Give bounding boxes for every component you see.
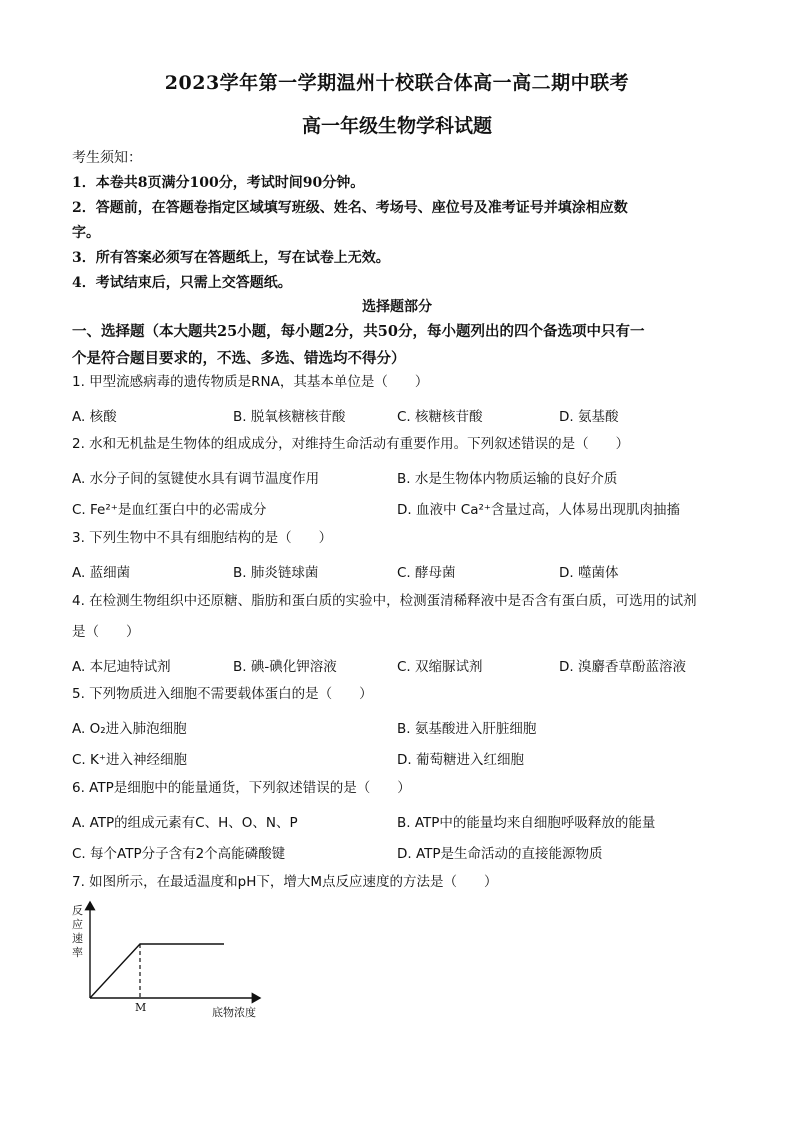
y-label-char-3: 速	[72, 932, 83, 945]
rate-curve	[90, 944, 224, 998]
question-5-stem: 5. 下列物质进入细胞不需要载体蛋白的是（ ）	[72, 686, 373, 702]
notice-heading: 考生须知：	[72, 150, 142, 166]
notice-item-4: 4．考试结束后，只需上交答题纸。	[72, 275, 292, 291]
q5-option-c: C. K⁺进入神经细胞	[72, 752, 187, 768]
q5-option-d: D. 葡萄糖进入红细胞	[397, 752, 524, 768]
y-label-char-4: 率	[72, 946, 83, 959]
q6-option-c: C. 每个ATP分子含有2个高能磷酸键	[72, 846, 286, 862]
q3-option-d: D. 噬菌体	[559, 565, 619, 581]
q3-option-b: B. 肺炎链球菌	[233, 565, 319, 581]
q3-option-c: C. 酵母菌	[397, 565, 456, 581]
q3-option-a: A. 蓝细菌	[72, 565, 131, 581]
question-2-options-row2	[72, 498, 732, 520]
question-2-stem: 2. 水和无机盐是生物体的组成成分，对维持生命活动有重要作用。下列叙述错误的是（ ）	[72, 436, 630, 452]
q5-option-a: A. O₂进入肺泡细胞	[72, 721, 187, 737]
m-point-label: M	[135, 1001, 147, 1014]
x-axis-label: 底物浓度	[212, 1006, 256, 1019]
notice-block	[72, 146, 732, 296]
q2-option-b: B. 水是生物体内物质运输的良好介质	[397, 471, 618, 487]
q4-option-d: D. 溴麝香草酚蓝溶液	[559, 659, 686, 675]
question-4-stem: 4. 在检测生物组织中还原糖、脂肪和蛋白质的实验中，检测蛋清稀释液中是否含有蛋白质，可选用的试剂	[72, 593, 697, 609]
instruction-line-1: 一、选择题（本大题共25小题，每小题2分，共50分，每小题列出的四个备选项中只有一	[72, 323, 645, 340]
y-label-char-1: 反	[72, 904, 83, 917]
section-instruction	[72, 318, 732, 372]
reaction-rate-graph	[70, 898, 280, 1022]
question-3-stem: 3. 下列生物中不具有细胞结构的是（ ）	[72, 530, 333, 546]
question-2-options-row1	[72, 467, 732, 489]
q1-option-c: C. 核糖核苷酸	[397, 409, 483, 425]
notice-item-1: 1．本卷共8页满分100分，考试时间90分钟。	[72, 175, 365, 191]
y-axis-label	[72, 904, 86, 960]
exam-subtitle: 高一年级生物学科试题	[301, 115, 492, 137]
notice-item-3: 3．所有答案必须写在答题纸上，写在试卷上无效。	[72, 250, 390, 266]
question-3-options	[72, 561, 732, 583]
notice-item-2-cont: 字。	[72, 225, 100, 241]
q6-option-a: A. ATP的组成元素有C、H、O、N、P	[72, 815, 298, 831]
q1-option-a: A. 核酸	[72, 409, 117, 425]
q6-option-d: D. ATP是生命活动的直接能源物质	[397, 846, 603, 862]
q4-option-c: C. 双缩脲试剂	[397, 659, 483, 675]
q2-option-a: A. 水分子间的氢键使水具有调节温度作用	[72, 471, 320, 487]
q4-option-a: A. 本尼迪特试剂	[72, 659, 171, 675]
y-label-char-2: 应	[72, 918, 83, 931]
q2-option-c: C. Fe²⁺是血红蛋白中的必需成分	[72, 502, 267, 518]
q4-option-b: B. 碘-碘化钾溶液	[233, 659, 337, 675]
question-6-options-row1	[72, 811, 732, 833]
q2-option-d: D. 血液中 Ca²⁺含量过高，人体易出现肌肉抽搐	[397, 502, 681, 518]
exam-title: 2023学年第一学期温州十校联合体高一高二期中联考	[164, 72, 630, 94]
question-6-options-row2	[72, 842, 732, 864]
question-7-stem: 7. 如图所示，在最适温度和pH下，增大M点反应速度的方法是（ ）	[72, 874, 498, 890]
question-4-options	[72, 655, 732, 677]
section-title: 选择题部分	[362, 299, 432, 315]
question-1-options	[72, 405, 732, 427]
question-1-stem: 1. 甲型流感病毒的遗传物质是RNA，其基本单位是（ ）	[72, 374, 429, 390]
notice-item-2: 2．答题前，在答题卷指定区域填写班级、姓名、考场号、座位号及准考证号并填涂相应数	[72, 200, 628, 216]
instruction-line-2: 个是符合题目要求的，不选、多选、错选均不得分）	[72, 350, 406, 367]
question-6-stem: 6. ATP是细胞中的能量通货，下列叙述错误的是（ ）	[72, 780, 411, 796]
q5-option-b: B. 氨基酸进入肝脏细胞	[397, 721, 537, 737]
question-5-options-row1	[72, 717, 732, 739]
q1-option-b: B. 脱氧核糖核苷酸	[233, 409, 346, 425]
question-5-options-row2	[72, 748, 732, 770]
q6-option-b: B. ATP中的能量均来自细胞呼吸释放的能量	[397, 815, 656, 831]
question-4-stem-cont: 是（ ）	[72, 624, 140, 640]
q1-option-d: D. 氨基酸	[559, 409, 619, 425]
